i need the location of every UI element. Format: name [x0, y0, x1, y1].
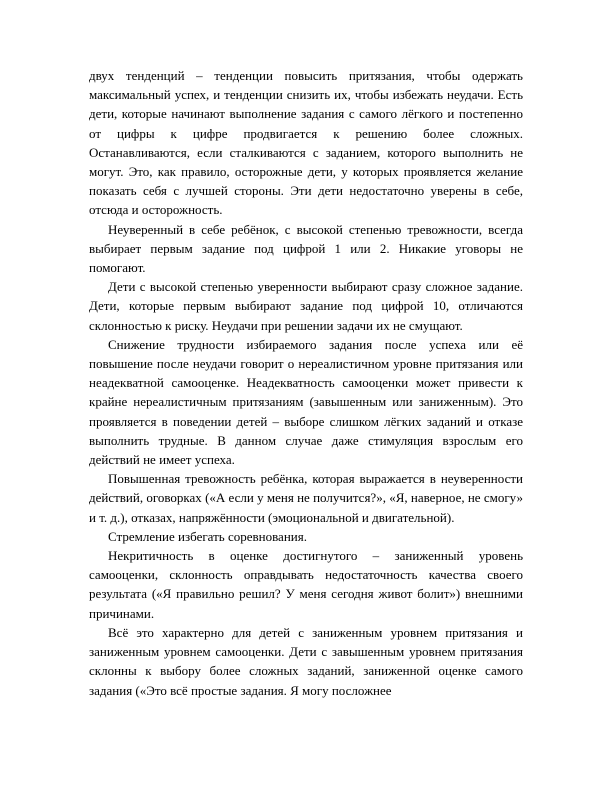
paragraph-avoid-competition: Стремление избегать соревнования.: [108, 528, 307, 544]
paragraph-unrealistic-aspiration: Снижение трудности избираемого задания после успеха или её повышение после неудачи говорит о нереалистичном уровне притязания или неадекватной самооценке. Неадекватность самооценки может привести к крайне нереалистичным притязаниям (завышенным или заниженным). Это проявляется в поведении детей – выборе слишком лёгких заданий и отказе выполнить трудные. В данном случае даже стимуляция взрослым его действий не имеет успеха.: [89, 336, 523, 468]
document-page: [89, 66, 523, 700]
paragraph-characteristic: Всё это характерно для детей с заниженным уровнем притязания и заниженным уровнем самооценки. Дети с завышенным уровнем притязания склонны к выбору более сложных заданий, заниженной оценке самого задания («Это всё простые задания. Я могу посложнее: [89, 624, 523, 698]
paragraph-continuation: двух тенденций – тенденции повысить притязания, чтобы одержать максимальный успех, и тенденции снизить их, чтобы избежать неудачи. Есть дети, которые начинают выполнение задания с самого лёгкого и постепенно от цифры к цифре продвигается к решению более сложных. Останавливаются, если сталкиваются с заданием, которого выполнить не могут. Это, как правило, осторожные дети, у которых проявляется желание показать себя с лучшей стороны. Эти дети недостаточно уверены в себе, отсюда и осторожность.: [89, 68, 523, 218]
paragraph-insecure-child: Неуверенный в себе ребёнок, с высокой степенью тревожности, всегда выбирает первым задание под цифрой 1 или 2. Никакие уговоры не помогают.: [89, 221, 523, 276]
paragraph-anxiety: Повышенная тревожность ребёнка, которая выражается в неуверенности действий, оговорках («А если у меня не получится?», «Я, наверное, не смогу» и т. д.), отказах, напряжённости (эмоциональной и двигательной).: [89, 471, 523, 525]
paragraph-uncritical: Некритичность в оценке достигнутого – заниженный уровень самооценки, склонность оправдывать недостаточность качества своего результата («Я правильно решил? У меня сегодня живот болит») внешними причинами.: [89, 548, 523, 621]
paragraph-confident-children: Дети с высокой степенью уверенности выбирают сразу сложное задание. Дети, которые первым выбирают задание под цифрой 10, отличаются склонностью к риску. Неудачи при решении задачи их не смущают.: [89, 279, 523, 333]
